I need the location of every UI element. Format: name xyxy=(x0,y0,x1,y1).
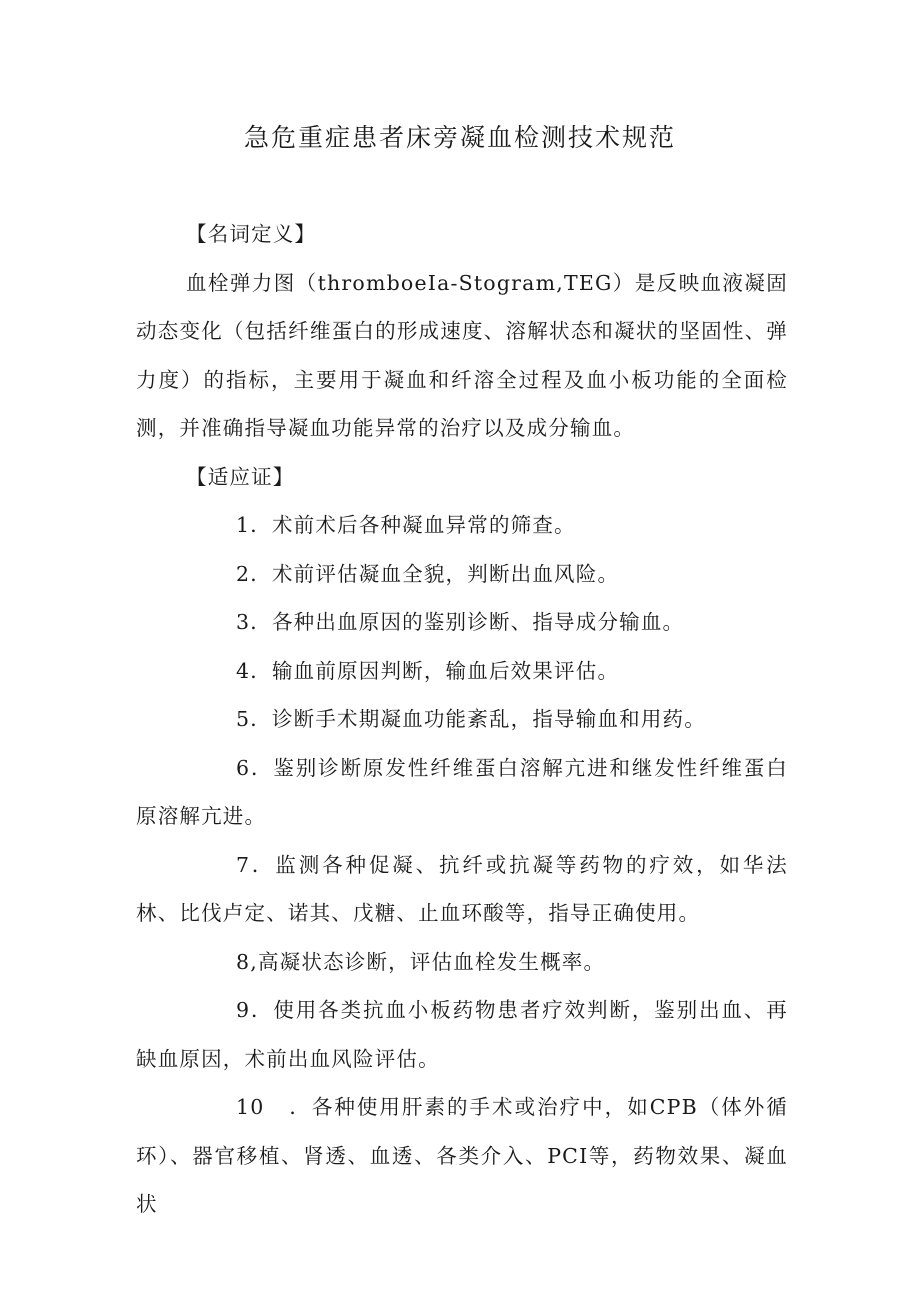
item-text: ．使用各类抗血小板药物患者疗效判断，鉴别出血、再缺血原因，术前出血风险评估。 xyxy=(136,998,788,1071)
definition-paragraph: 血栓弹力图（thromboeIa-Stogram,TEG）是反映血液凝固动态变化（包括纤维蛋白的形成速度、溶解状态和凝状的坚固性、弹力度）的指标，主要用于凝血和纤溶全过程及血小板功能的全面检测，并准确指导凝血功能异常的治疗以及成分输血。 xyxy=(136,270,788,440)
indication-item-4 xyxy=(136,647,788,696)
indication-item-9 xyxy=(136,986,788,1083)
item-number: 5 xyxy=(236,707,251,731)
document-body xyxy=(136,210,788,1229)
item-text: ．各种使用肝素的手术或治疗中，如CPB（体外循环）、器官移植、肾透、血透、各类介入、PCI等，药物效果、凝血状 xyxy=(136,1095,788,1216)
item-text: ．术前术后各种凝血异常的筛查。 xyxy=(250,513,576,537)
item-text: 高凝状态诊断，评估血栓发生概率。 xyxy=(257,949,606,974)
indication-item-2 xyxy=(136,550,788,599)
indication-item-1 xyxy=(136,501,788,550)
indication-item-8 xyxy=(136,938,788,987)
item-text: ．诊断手术期凝血功能紊乱，指导输血和用药。 xyxy=(250,707,706,731)
indication-item-5 xyxy=(136,695,788,744)
item-text: ．鉴别诊断原发性纤维蛋白溶解亢进和继发性纤维蛋白原溶解亢进。 xyxy=(136,755,788,828)
item-text: ．术前评估凝血全貌，判断出血风险。 xyxy=(250,561,620,586)
section-heading-indications: 【适应证】 xyxy=(186,464,295,489)
indication-item-3 xyxy=(136,598,788,647)
item-number: 10 xyxy=(236,1095,265,1119)
item-number: 7 xyxy=(236,852,251,877)
item-number: 1 xyxy=(236,513,251,537)
section-heading-definition: 【名词定义】 xyxy=(186,222,317,246)
indication-item-6 xyxy=(136,744,788,841)
document-title: 急危重症患者床旁凝血检测技术规范 xyxy=(243,123,676,152)
indication-item-10 xyxy=(136,1083,788,1229)
item-number: 4 xyxy=(236,658,251,683)
item-number: 2 xyxy=(236,561,251,586)
item-text: ．监测各种促凝、抗纤或抗凝等药物的疗效，如华法林、比伐卢定、诺其、戊糖、止血环酸等，指导正确使用。 xyxy=(136,852,788,925)
item-text: ．各种出血原因的鉴别诊断、指导成分输血。 xyxy=(250,610,685,634)
item-text: ．输血前原因判断，输血后效果评估。 xyxy=(250,658,620,683)
item-number: 3 xyxy=(236,610,251,634)
indication-item-7 xyxy=(136,841,788,938)
item-number: 6 xyxy=(236,755,251,780)
item-number: 8, xyxy=(236,949,258,974)
item-number: 9 xyxy=(236,998,251,1022)
